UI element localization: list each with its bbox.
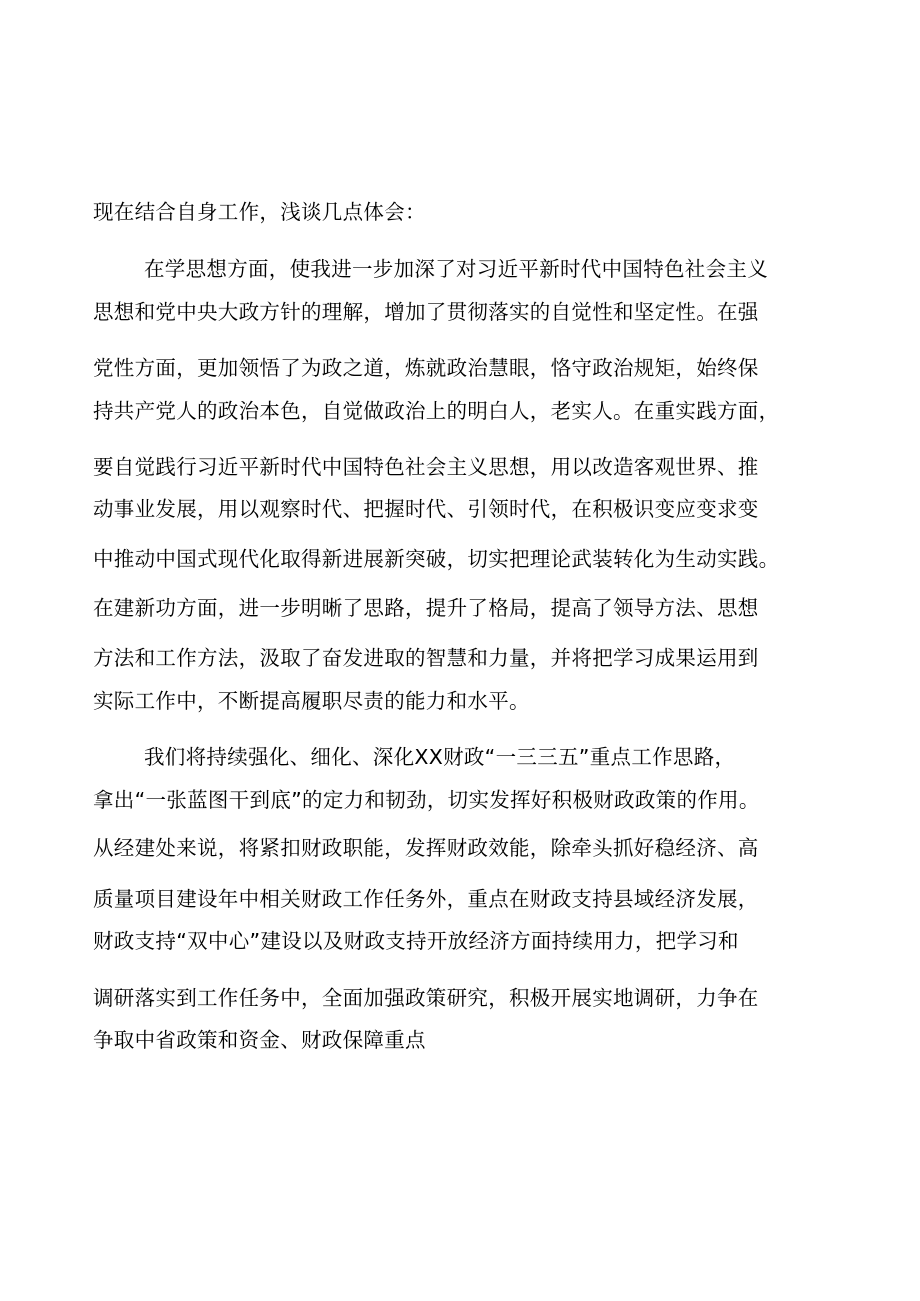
text-line: 拿出“一张蓝图干到底”的定力和韧劲，切实发挥好积极财政政策的作用。 <box>93 788 760 812</box>
text-line: 从经建处来说，将紧扣财政职能，发挥财政效能，除牵头抓好稳经济、高 <box>93 836 759 860</box>
text-line: 争取中省政策和资金、财政保障重点 <box>93 1028 426 1052</box>
text-line: 要自觉践行习近平新时代中国特色社会主义思想，用以改造客观世界、推 <box>93 455 759 479</box>
text-line: 质量项目建设年中相关财政工作任务外，重点在财政支持县域经济发展， <box>93 887 759 911</box>
text-line: 中推动中国式现代化取得新进展新突破，切实把理论武装转化为生动实践。 <box>93 547 780 571</box>
text-line: 现在结合自身工作，浅谈几点体会： <box>93 200 426 224</box>
text-line: 实际工作中，不断提高履职尽责的能力和水平。 <box>93 689 530 713</box>
text-line: 党性方面，更加领悟了为政之道，炼就政治慧眼，恪守政治规矩，始终保 <box>93 356 759 380</box>
paragraph-first-line: 我们将持续强化、细化、深化XX财政“一三三五”重点工作思路， <box>144 745 736 769</box>
text-line: 方法和工作方法，汲取了奋发进取的智慧和力量，并将把学习成果运用到 <box>93 646 759 670</box>
text-line: 思想和党中央大政方针的理解，增加了贯彻落实的自觉性和坚定性。在强 <box>93 300 759 324</box>
text-line: 财政支持“双中心”建设以及财政支持开放经济方面持续用力，把学习和 <box>93 929 739 953</box>
text-line: 动事业发展，用以观察时代、把握时代、引领时代，在积极识变应变求变 <box>93 497 759 521</box>
text-line: 调研落实到工作任务中，全面加强政策研究，积极开展实地调研，力争在 <box>93 986 759 1010</box>
text-line: 在建新功方面，进一步明晰了思路，提升了格局，提高了领导方法、思想 <box>93 596 759 620</box>
paragraph-first-line: 在学思想方面，使我进一步加深了对习近平新时代中国特色社会主义 <box>144 257 768 281</box>
text-line: 持共产党人的政治本色，自觉做政治上的明白人，老实人。在重实践方面， <box>93 399 780 423</box>
